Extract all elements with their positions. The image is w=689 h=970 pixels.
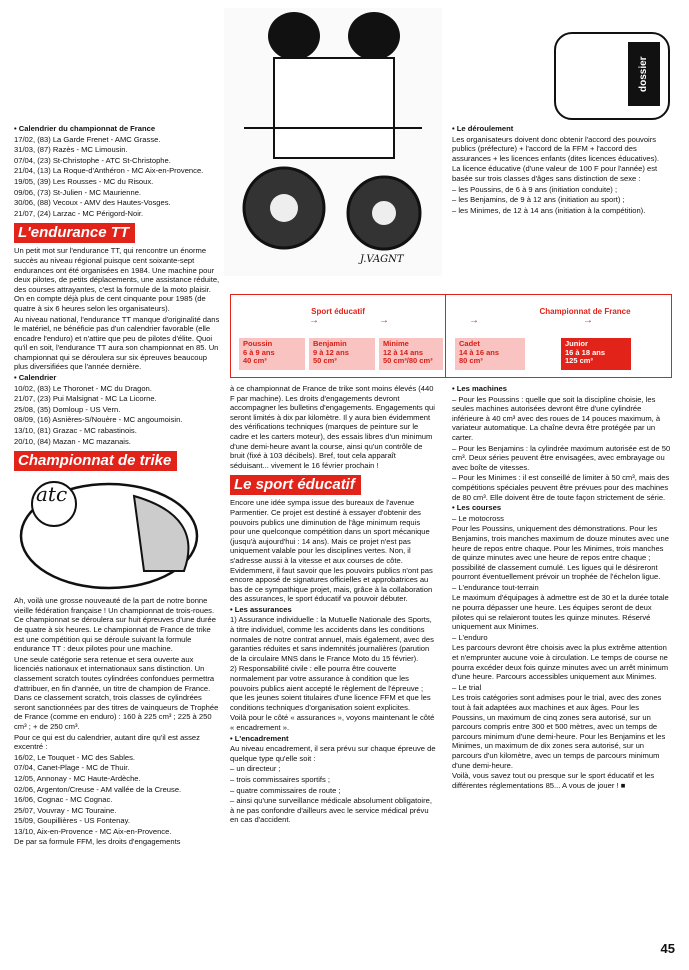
sport-paragraph: Voilà pour le côté « assurances », voyons maintenant le côté « encadrement ». <box>230 713 435 732</box>
calendar-heading: • Calendrier du championnat de France <box>14 124 156 133</box>
category-box-poussin <box>239 338 305 370</box>
deroulement-heading: • Le déroulement <box>452 124 514 133</box>
category-age: 12 à 14 ans <box>383 347 424 357</box>
category-box-junior <box>561 338 631 370</box>
calendar-line: 21/04, (13) La Roque-d'Anthéron - MC Aix-en-Provence. <box>14 166 204 176</box>
sport-paragraph: 1) Assurance individuelle : la Mutuelle Nationale des Sports, à titre individuel, comme les accidents dans les conditions normales de notre contrat annuel, mais également, avec des garanties réduites et sans indemnités journalières (parution de la circulaire MNS dans le France Moto du 15 février). <box>230 615 434 663</box>
category-cc: 80 cm³ <box>459 356 483 365</box>
list-item: – trois commissaires sportifs ; <box>230 774 331 784</box>
calendar-line: 12/05, Annonay - MC Haute-Ardèche. <box>14 773 141 783</box>
endurance-paragraph: Un petit mot sur l'endurance TT, qui rencontre un énorme succès au niveau régional puisque cent soixante-sept endurances ont été organisées en 1984. Une machine pour deux pilotes, de petits déplacements, une assistance réduite, des courses attrayantes, c'est la formule de la moto plaisir. On en compte déjà plus de cent cinquante pour 1985 (de quatre à six 6 heures selon les organisateurs). <box>14 246 220 313</box>
category-box-minime <box>379 338 443 370</box>
category-name: Minime <box>383 339 409 348</box>
category-name: Benjamin <box>313 339 347 348</box>
category-age: 16 à 18 ans <box>565 347 606 357</box>
courses-paragraph: Les trois catégories sont admises pour le trial, avec des zones tout à fait adaptées aux machines et aux âges. Pour les Poussins, un maximum de cinq zones sera autorisé, sur un parcours compris entre 300 et 500 mètres, avec un temps de parcours minimum d'une demi-heure. Pour les Benjamins et les Minimes, un maximum de dix zones sera autorisé, sur un parcours d'un kilomètre, avec un temps de parcours minimum d'une demi-heure. <box>452 693 666 770</box>
closing-paragraph: Voilà, vous savez tout ou presque sur le sport éducatif et les différentes réglementations 85... A vous de jouer ! ■ <box>452 771 655 790</box>
calendar-line: 10/02, (83) Le Thoronet - MC du Dragon. <box>14 383 152 393</box>
age-categories-diagram <box>230 294 672 378</box>
calendar-line: 17/02, (83) La Garde Frenet - AMC Grasse. <box>14 134 161 144</box>
category-name: Junior <box>565 339 588 348</box>
calendar-line: 25/08, (35) Domloup - US Vern. <box>14 404 121 414</box>
calendar-line: 21/07, (24) Larzac - MC Périgord-Noir. <box>14 208 144 218</box>
calendar-line: 20/10, (84) Mazan - MC mazanais. <box>14 436 131 446</box>
courses-paragraph: Pour les Poussins, uniquement des démonstrations. Pour les Benjamins, trois manches maximum de douze minutes avec une heure de repos entre chaque. Pour les Minimes, trois manches de quinze minutes avec une heure de repos entre chaque ; possibilité de classement cumulé. Les ligues qui le désireront pourront éventuellement prévoir un trophée de l'échelon ligue. <box>452 524 669 582</box>
category-name: Poussin <box>243 339 273 348</box>
machines-paragraph: – Pour les Minimes : il est conseillé de limiter à 50 cm³, mais des compétitions spéciales peuvent être prévues pour des machines de 80 cm³. Elle doivent être de toute façon strictement de série. <box>452 473 670 502</box>
category-age: 9 à 12 ans <box>313 347 349 357</box>
calendar-line: 07/04, Canet-Plage - MC de Thuir. <box>14 763 130 773</box>
category-cc: 40 cm³ <box>243 356 267 365</box>
assurances-heading: • Les assurances <box>230 604 292 614</box>
arrow-icon: → <box>379 315 389 326</box>
list-item: – ainsi qu'une surveillance médicale absolument obligatoire, à ne pas confondre d'ailleurs avec le service médical prévu en cas d'accident. <box>230 796 432 825</box>
sport-educatif-title: Le sport éducatif <box>230 475 361 495</box>
calendar-line: 25/07, Vouvray - MC Touraine. <box>14 805 117 815</box>
column-3-top <box>452 124 674 216</box>
trike-title: Championnat de trike <box>14 451 177 471</box>
calendar-line: 13/10, (81) Grazac - MC rabastinois. <box>14 426 137 436</box>
calendar-line: 09/06, (73) St-Julien - MC Maurienne. <box>14 187 142 197</box>
cartoon-illustration <box>224 8 442 276</box>
category-box-benjamin <box>309 338 375 370</box>
machines-paragraph: – Pour les Poussins : quelle que soit la discipline choisie, les seules machines autorisées devront être d'une cylindrée inférieure à 40 cm³ avec des roues de 14 pouces maximum, à variateur automatique. La chaîne devra être protégée par un carter. <box>452 394 661 442</box>
trial-subheading: – Le trial <box>452 682 482 692</box>
calendar-line: 02/06, Argenton/Creuse - AM vallée de la Creuse. <box>14 784 182 794</box>
dossier-logo <box>554 32 670 120</box>
deroulement-paragraph: Les organisateurs doivent donc obtenir l'accord des pouvoirs publics (préfecture) + l'accord de la FFM + l'accord des assurances + les licences enfants (dites licences éducatives). <box>452 134 660 163</box>
artist-signature: J.VAGNT <box>360 254 404 265</box>
list-item: – les Minimes, de 12 à 14 ans (initiation à la compétition). <box>452 205 646 215</box>
enduro-subheading: – L'enduro <box>452 632 488 642</box>
calendar-line: 15/09, Goupillières - US Fontenay. <box>14 816 130 826</box>
calendar-line: 16/02, Le Touquet - MC des Sables. <box>14 752 136 762</box>
sport-paragraph: Au niveau encadrement, il sera prévu sur chaque épreuve de quelque type qu'elle soit : <box>230 744 436 763</box>
machines-paragraph: – Pour les Benjamins : la cylindrée maximum autorisée est de 50 cm³. Deux séries peuvent être envisagées, avec embrayage ou avec boîte de vitesses. <box>452 443 671 472</box>
page-number: 45 <box>660 941 675 956</box>
arrow-icon: → <box>469 315 479 326</box>
category-age: 6 à 9 ans <box>243 347 275 357</box>
encadrement-heading: • L'encadrement <box>230 733 289 743</box>
sport-paragraph: 2) Responsabilité civile : elle pourra être couverte normalement par votre assurance à condition que les pouvoirs publics aient accepté le règlement de l'épreuve ; que les jeunes soient titulaires d'une licence FFM et que les conditions techniques d'organisation soient explicites. <box>230 664 431 712</box>
machines-heading: • Les machines <box>452 384 507 393</box>
courses-paragraph: Le maximum d'équipages à admettre est de 30 et la durée totale ne pourra dépasser une heure. Les équipes seront de deux pilotes qui se relaieront toutes les quinze minutes. Réservé uniquement aux Minimes. <box>452 593 669 632</box>
list-item: – un directeur ; <box>230 764 281 774</box>
dossier-label: dossier <box>628 42 660 106</box>
courses-heading: • Les courses <box>452 503 502 513</box>
motocross-subheading: – Le motocross <box>452 513 504 523</box>
sport-educatif-label: Sport éducatif <box>311 307 365 316</box>
trike-paragraph: Ah, voilà une grosse nouveauté de la part de notre bonne vieille fédération française ! Un championnat de trois-roues. Ce championnat se déroulera sur huit épreuves d'une durée de quatre à six heures. Le championnat de France de trike est une compétition qui se déroule suivant la formule endurance TT : deux pilotes pour une machine. <box>14 596 216 654</box>
column-3 <box>452 384 674 791</box>
category-box-cadet <box>455 338 525 370</box>
deroulement-paragraph: La licence éducative (d'une valeur de 100 F pour l'année) est basée sur trois classes d'âges sans distinction de sexe : <box>452 164 658 183</box>
calendar-line: 07/04, (23) St-Christophe - ATC St-Christophe. <box>14 155 171 165</box>
category-cc: 50 cm³ <box>313 356 337 365</box>
arrow-icon: → <box>583 315 593 326</box>
atc-label: atc <box>36 482 68 507</box>
championnat-label: Championnat de France <box>539 307 631 316</box>
sport-paragraph: Encore une idée sympa issue des bureaux de l'avenue Parmentier. Ce projet est destiné à essayer d'obtenir des pouvoirs publics une diminution de l'âge minimum requis pour une quelconque compétition dans un sport mécanique (jusqu'à aujourd'hui : 14 ans). Mais ce projet n'est pas uniquement valable pour les disciplines vertes. Non, il s'adresse aussi à la vitesse et aux courses de côte. Evidemment, il faut savoir que les pouvoirs publics n'ont pas encore apposé de signatures officielles et approbatrices au bas de ce sympathique projet, mais, grâce à la collaboration des assurances, le sport éducatif va pouvoir débuter. <box>230 498 433 604</box>
category-cc: 125 cm³ <box>565 356 593 365</box>
column-2 <box>230 384 436 826</box>
riders-drawing <box>224 8 442 276</box>
list-item: – les Poussins, de 6 à 9 ans (initiation conduite) ; <box>452 184 618 194</box>
diagram-divider <box>445 295 446 377</box>
endurance-paragraph: Au niveau national, l'endurance TT manque d'originalité dans le matériel, ne bénéficie pas d'un calendrier favorable (elle encadre l'enduro) et n'attire que peu de pilotes d'élite. Quoi qu'il en soit, l'endurance TT aura son championnat en 85. Un championnat qui se déroulera sur six épreuves beaucoup plus diversifiées que l'année dernière. <box>14 314 220 372</box>
column-1 <box>14 124 220 848</box>
endurance-cal-heading: • Calendrier <box>14 373 57 383</box>
calendar-line: 13/10, Aix-en-Provence - MC Aix-en-Provence. <box>14 826 172 836</box>
category-name: Cadet <box>459 339 480 348</box>
calendar-line: 30/06, (88) Vecoux - AMV des Hautes-Vosges. <box>14 198 171 208</box>
calendar-line: 31/03, (87) Razès - MC Limousin. <box>14 145 128 155</box>
category-cc: 50 cm³/80 cm³ <box>383 356 433 365</box>
category-age: 14 à 16 ans <box>459 347 500 357</box>
courses-paragraph: Les parcours devront être choisis avec la plus extrême attention et n'emprunter aucune voie à circulation. Le temps de course ne pourra excéder deux fois quinze minutes avec un arrêt minimum d'une heure. Parcours accessibles uniquement aux Minimes. <box>452 643 669 682</box>
calendar-line: 08/09, (16) Asnières-S/Nouère - MC angoumoisin. <box>14 415 183 425</box>
calendar-line: 21/07, (23) Pui Malsignat - MC La Licorne. <box>14 394 157 404</box>
trike-paragraph: De par sa formule FFM, les droits d'engagements <box>14 837 181 847</box>
trike-continued-paragraph: à ce championnat de France de trike sont moins élevés (440 F par machine). Les droits d'engagements devront accompagner les bulletins d'engagements. Engagements qui seront limités à dix par kilomètre. Il y aura bien évidemment des vérifications techniques (marques de peinture sur le cadre et les carters moteur), des essais libres d'un minimum d'une demi-heure avant la course, ainsi qu'un contrôle de bruit (fixé à 103 décibels). Bref, tout cela apparaît séduisant... vivement le 16 février prochain ! <box>230 384 435 470</box>
list-item: – quatre commissaires de route ; <box>230 785 341 795</box>
trike-paragraph: Une seule catégorie sera retenue et sera ouverte aux licenciés nationaux et internationaux sans distinction. Un classement scratch toutes cylindrées confondues permettra d'attribuer, en fin d'année, un titre de champion de France. Dans ce classement scratch, trois classes de cylindrées seront sanctionnées par des titres de vainqueurs de Trophée de France (comme en enduro) : 160 à 225 cm³ ; 225 à 250 cm³ ; + de 250 cm³. <box>14 654 219 731</box>
endurance-tt-subheading: – L'endurance tout-terrain <box>452 582 539 592</box>
endurance-title: L'endurance TT <box>14 223 135 243</box>
arrow-icon: → <box>309 315 319 326</box>
list-item: – les Benjamins, de 9 à 12 ans (initiation au sport) ; <box>452 195 625 205</box>
calendar-line: 16/06, Cognac - MC Cognac. <box>14 795 113 805</box>
calendar-line: 19/05, (39) Les Rousses - MC du Risoux. <box>14 176 154 186</box>
atc-helmet-illustration <box>14 476 214 592</box>
trike-paragraph: Pour ce qui est du calendrier, autant dire qu'il est assez excentré : <box>14 732 200 752</box>
